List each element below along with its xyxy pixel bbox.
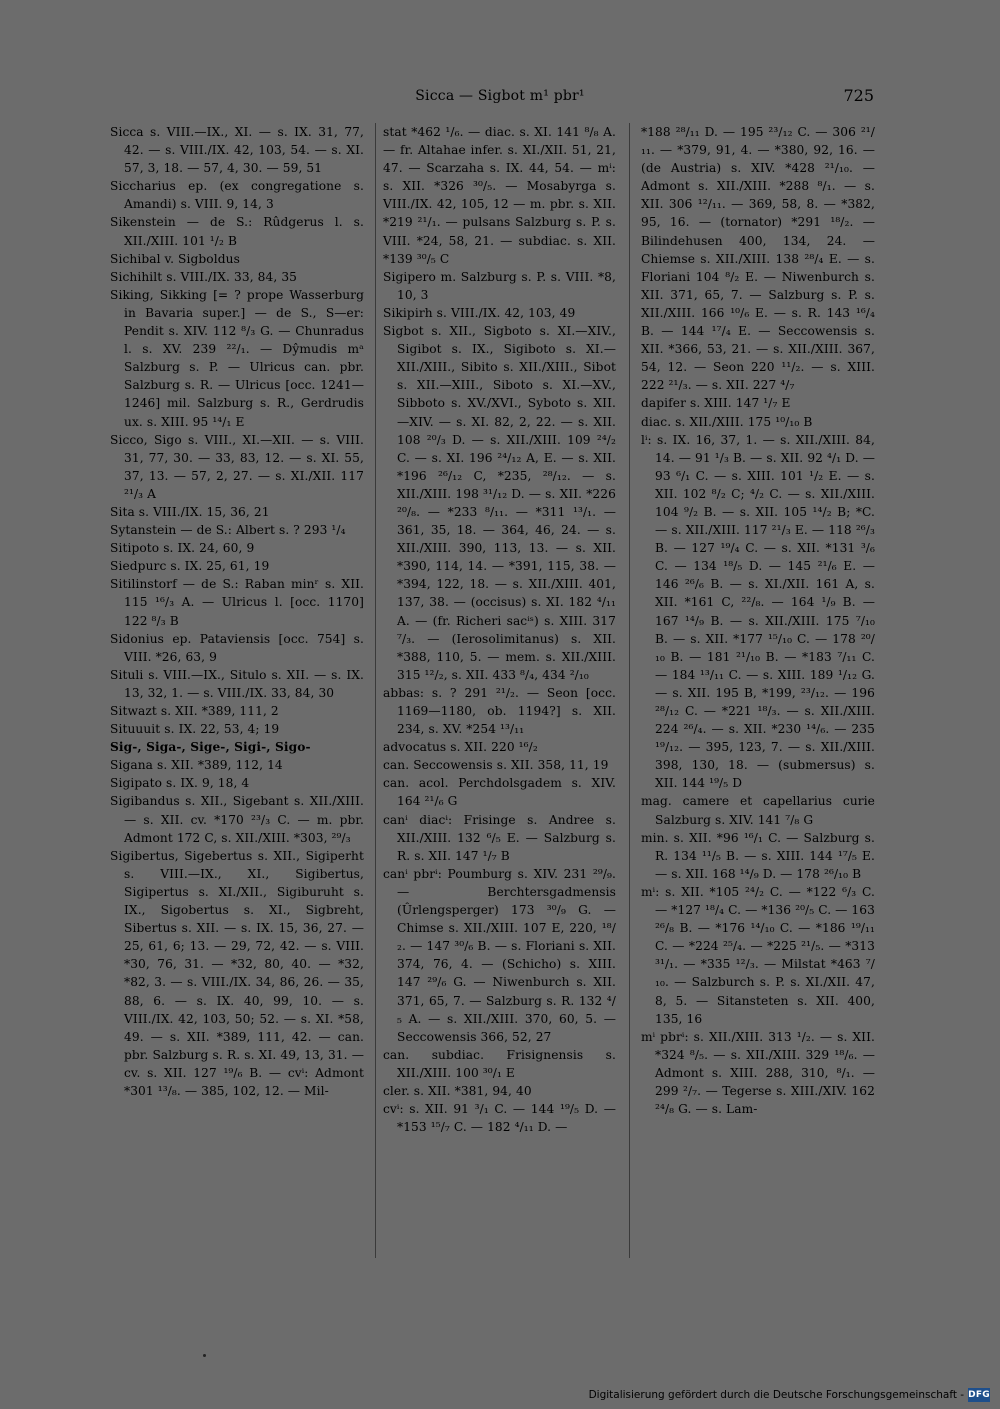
index-column-3 [641,123,875,1118]
index-column-2 [383,123,616,1136]
index-entry: Sikenstein — de S.: Rûdgerus l. s. XII./XIII. 101 ¹/₂ B [110,215,364,248]
column-rule [375,123,376,1258]
index-entry: cvⁱ: s. XII. 91 ³/₁ C. — 144 ¹⁹/₅ D. — *153 ¹⁵/₇ C. — 182 ⁴/₁₁ D. — [383,1102,616,1135]
running-title: Sicca — Sigbot m¹ pbr¹ [415,88,585,104]
index-entry: mⁱ: s. XII. *105 ²⁴/₂ C. — *122 ⁶/₃ C. — *127 ¹⁸/₄ C. — *136 ²⁰/₅ C. — 163 ²⁶/₈ B. — *176 ¹⁴/₁₀ C. — *186 ¹⁹/₁₁ C. — *224 ²⁵/₄. — *225 ²¹/₅. — *313 ³¹/₁. — *335 ¹²/₃. — Milstat *463 ⁷/₁₀. — Salzburch s. P. s. XI./XII. 47, 8, 5. — Sitansteten s. XII. 400, 135, 16 [641,884,875,1026]
index-entry: stat *462 ¹/₆. — diac. s. XI. 141 ⁸/₈ A. — fr. Altahae infer. s. XI./XII. 51, 21, 47. — Scarzaha s. IX. 44, 54. — mⁱ: s. XII. *326 ³⁰/₅. — Mosabyrga s. VIII./IX. 42, 105, 12 — m. pbr. s. XII. *219 ²¹/₁. — pulsans Salzburg s. P. s. VIII. *24, 58, 21. — subdiac. s. XII. *139 ³⁰/₅ C [383,125,616,266]
index-entry: Sitilinstorf — de S.: Raban minʳ s. XII. 115 ¹⁶/₃ A. — Ulricus l. [occ. 1170] 122 ⁸/₃ B [110,577,364,628]
index-entry: canⁱ diacⁱ: Frisinge s. Andree s. XII./XIII. 132 ⁶/₅ E. — Salzburg s. R. s. XII. 147 ¹/₇ B [383,812,616,863]
index-entry: Sigipato s. IX. 9, 18, 4 [110,776,250,791]
footer-bar [588,1386,990,1404]
index-entry: Sig-, Siga-, Sige-, Sigi-, Sigo- [110,740,311,755]
index-entry: mⁱ pbrⁱ: s. XII./XIII. 313 ¹/₂. — s. XII. *324 ⁸/₅. — s. XII./XIII. 329 ¹⁸/₆. — Admont s. XIII. 288, 310, ⁸/₁. — 299 ²/₇. — Tegerse s. XIII./XIV. 162 ²⁴/₈ G. — s. Lam- [641,1029,875,1117]
index-entry: advocatus s. XII. 220 ¹⁶/₂ [383,740,538,755]
index-entry: Sicca s. VIII.—IX., XI. — s. IX. 31, 77, 42. — s. VIII./IX. 42, 103, 54. — s. XI. 57, 3, 18. — 57, 4, 30. — 59, 51 [110,125,364,176]
index-entry: Siccharius ep. (ex congregatione s. Amandi) s. VIII. 9, 14, 3 [110,179,364,212]
index-entry: canⁱ pbrⁱ: Poumburg s. XIV. 231 ²⁹/₉. — Berchtersgadmensis (Ûrlengsperger) 173 ³⁰/₉ G. — Chimse s. XII./XIII. 107 E, 220, ¹⁸/₂. — 147 ³⁰/₆ B. — s. Floriani s. XII. 374, 76, 4. — (Schicho) s. XIII. 147 ²⁹/₆ G. — Niwenburch s. XII. 371, 65, 7. — Salzburg s. R. 132 ⁴/₅ A. — s. XII./XIII. 370, 60, 5. — Seccowensis 366, 52, 27 [383,866,616,1044]
index-entry: cler. s. XII. *381, 94, 40 [383,1083,532,1098]
index-entry: diac. s. XII./XIII. 175 ¹⁰/₁₀ B [641,414,813,429]
index-entry: Siking, Sikking [= ? prope Wasserburg in Bavaria super.] — de S., S—er: Pendit s. XIV. 112 ⁸/₃ G. — Chunradus l. s. XV. 239 ²²/₁. — Dŷmudis mᵃ Salzburg s. P. — Ulricus can. pbr. Salzburg s. R. — Ulricus [occ. 1241—1246] mil. Salzburg s. R., Gerdrudis ux. s. XIII. 95 ¹⁴/₁ E [110,287,364,429]
index-entry: Sita s. VIII./IX. 15, 36, 21 [110,504,270,519]
index-entry: abbas: s. ? 291 ²¹/₂. — Seon [occ. 1169—1180, ob. 1194?] s. XII. 234, s. XV. *254 ¹³/₁₁ [383,685,616,737]
index-entry: Sidonius ep. Pataviensis [occ. 754] s. VIII. *26, 63, 9 [110,631,364,664]
scan-mark [203,1354,206,1357]
index-entry: Sigipero m. Salzburg s. P. s. VIII. *8, 10, 3 [383,269,616,302]
page-number: 725 [843,86,874,105]
index-entry: lⁱ: s. IX. 16, 37, 1. — s. XII./XIII. 84, 14. — 91 ¹/₃ B. — s. XII. 92 ⁴/₁ D. — 93 ⁶/₁ C. — s. XIII. 101 ¹/₂ E. — s. XII. 102 ⁸/₂ C; ⁴/₂ C. — s. XII./XIII. 104 ⁹/₂ B. — s. XII. 105 ¹⁴/₂ B; *C. — s. XII./XIII. 117 ²¹/₃ E. — 118 ²⁶/₃ B. — 127 ¹⁹/₄ C. — s. XII. *131 ³/₆ C. — 134 ¹⁸/₅ D. — 145 ²¹/₆ E. — 146 ²⁶/₆ B. — s. XI./XII. 161 A, s. XII. *161 C, ²²/₈. — 164 ¹/₉ B. — 167 ¹⁴/₉ B. — s. XII./XIII. 175 ⁷/₁₀ B. — s. XII. *177 ¹⁵/₁₀ C. — 178 ²⁰/₁₀ B. — 181 ²¹/₁₀ B. — *183 ⁷/₁₁ C. — 184 ¹³/₁₁ C. — s. XIII. 189 ¹/₁₂ G. — s. XII. 195 B, *199, ²³/₁₂. — 196 ²⁸/₁₂ C. — *221 ¹⁸/₃. — s. XII./XIII. 224 ²⁶/₄. — s. XII. *230 ¹⁴/₆. — 235 ¹⁹/₁₂. — 395, 123, 7. — s. XII./XIII. 398, 130, 18. — (submersus) s. XII. 144 ¹⁹/₅ D [641,432,875,791]
index-entry: *188 ²⁸/₁₁ D. — 195 ²³/₁₂ C. — 306 ²¹/₁₁. — *379, 91, 4. — *380, 92, 16. — (de Austria) s. XIV. *428 ²¹/₁₀. — Admont s. XII./XIII. *288 ⁸/₁. — s. XII. 306 ¹²/₁₁. — 369, 58, 8. — *382, 95, 16. — (tornator) *291 ¹⁸/₂. — Bilindehusen 400, 134, 24. — Chiemse s. XII./XIII. 138 ²⁸/₄ E. — s. Floriani 104 ⁸/₂ E. — Niwenburch s. XII. 371, 65, 7. — Salzburg s. P. s. XII./XIII. 166 ¹⁰/₆ E. — s. R. 143 ¹⁶/₄ B. — 144 ¹⁷/₄ E. — Seccowensis s. XII. *366, 53, 21. — s. XII./XIII. 367, 54, 12. — Seon 220 ¹¹/₂. — s. XIII. 222 ²¹/₃. — s. XII. 227 ⁴/₇ [641,125,875,393]
index-entry: Sicco, Sigo s. VIII., XI.—XII. — s. VIII. 31, 77, 30. — 33, 83, 12. — s. XI. 55, 37, 13. — 57, 2, 27. — s. XI./XII. 117 ²¹/₃ A [110,432,364,501]
index-entry: Sigibertus, Sigebertus s. XII., Sigiperht s. VIII.—IX., XI., Sigibertus, Sigipertus s. XI./XII., Sigiburuht s. IX., Sigobertus s. XI., Sigbreht, Sibertus s. XII. — s. IX. 15, 36, 27. — 25, 61, 6; 13. — 29, 72, 42. — s. VIII. *30, 76, 31. — *32, 80, 40. — *32, *82, 3. — s. VIII./IX. 34, 86, 26. — 35, 88, 6. — s. IX. 40, 99, 10. — s. VIII./IX. 42, 103, 50; 52. — s. XI. *58, 49. — s. XII. *389, 111, 42. — can. pbr. Salzburg s. R. s. XI. 49, 13, 31. — cv. s. XII. 127 ¹⁹/₆ B. — cvⁱ: Admont *301 ¹³/₈. — 385, 102, 12. — Mil- [110,848,364,1098]
index-entry: mag. camere et capellarius curie Salzburg s. XIV. 141 ⁷/₈ G [641,794,875,827]
index-entry: Sitwazt s. XII. *389, 111, 2 [110,704,279,718]
index-entry: can. subdiac. Frisignensis s. XII./XIII. 100 ³⁰/₁ E [383,1047,616,1080]
index-entry: min. s. XII. *96 ¹⁶/₁ C. — Salzburg s. R. 134 ¹¹/₅ B. — s. XIII. 144 ¹⁷/₅ E. — s. XII. 168 ¹⁴/₉ D. — 178 ²⁶/₁₀ B [641,830,875,881]
index-entry: Situli s. VIII.—IX., Situlo s. XII. — s. IX. 13, 32, 1. — s. VIII./IX. 33, 84, 30 [110,667,364,700]
index-entry: Situuuit s. IX. 22, 53, 4; 19 [110,722,280,737]
index-entry: Siedpurc s. IX. 25, 61, 19 [110,559,270,574]
funding-notice: Digitalisierung gefördert durch die Deutsche Forschungsgemeinschaft - [588,1389,965,1401]
index-entry: Sigana s. XII. *389, 112, 14 [110,758,283,773]
index-entry: Sytanstein — de S.: Albert s. ? 293 ¹/₄ [110,523,346,538]
index-entry: Sichibal v. Sigboldus [110,251,240,266]
index-entry: Sikipirh s. VIII./IX. 42, 103, 49 [383,305,576,320]
index-entry: Sigibandus s. XII., Sigebant s. XII./XIII. — s. XII. cv. *170 ²³/₃ C. — m. pbr. Admont 172 C, s. XII./XIII. *303, ²⁹/₃ [110,794,364,845]
index-entry: can. Seccowensis s. XII. 358, 11, 19 [383,758,609,773]
dfg-logo-icon[interactable]: DFG [968,1390,990,1400]
index-entry: Sitipoto s. IX. 24, 60, 9 [110,541,255,556]
index-column-1 [110,123,364,1100]
column-rule [629,123,630,1258]
index-entry: dapifer s. XIII. 147 ¹/₇ E [641,396,791,411]
index-entry: can. acol. Perchdolsgadem s. XIV. 164 ²¹/₆ G [383,776,616,809]
index-entry: Sichihilt s. VIII./IX. 33, 84, 35 [110,269,298,284]
index-entry: Sigbot s. XII., Sigboto s. XI.—XIV., Sigibot s. IX., Sigiboto s. XI.—XII./XIII., Sibito s. XII./XIII., Sibot s. XII.—XIII., Siboto s. XI.—XV., Sibboto s. XV./XVI., Syboto s. XII.—XIV. — s. XI. 82, 2, 22. — s. XII. 108 ²⁰/₃ D. — s. XII./XIII. 109 ²⁴/₂ C. — s. XI. 196 ²⁴/₁₂ A, E. — s. XII. *196 ²⁶/₁₂ C, *235, ²⁸/₁₂. — s. XII./XIII. 198 ³¹/₁₂ D. — s. XII. *226 ²⁰/₈. — *233 ⁸/₁₁. — *311 ¹³/₁. — 361, 35, 18. — 364, 46, 24. — s. XII./XIII. 390, 113, 13. — s. XII. *390, 114, 14. — *391, 115, 38. — *394, 122, 18. — s. XII./XIII. 401, 137, 38. — (occisus) s. XI. 182 ⁴/₁₁ A. — (fr. Richeri sacⁱˢ) s. XIII. 317 ⁷/₃. — (Ierosolimitanus) s. XII. *388, 110, 5. — mem. s. XII./XIII. 315 ¹²/₂, s. XII. 433 ⁸/₄, 434 ²/₁₀ [383,324,616,682]
